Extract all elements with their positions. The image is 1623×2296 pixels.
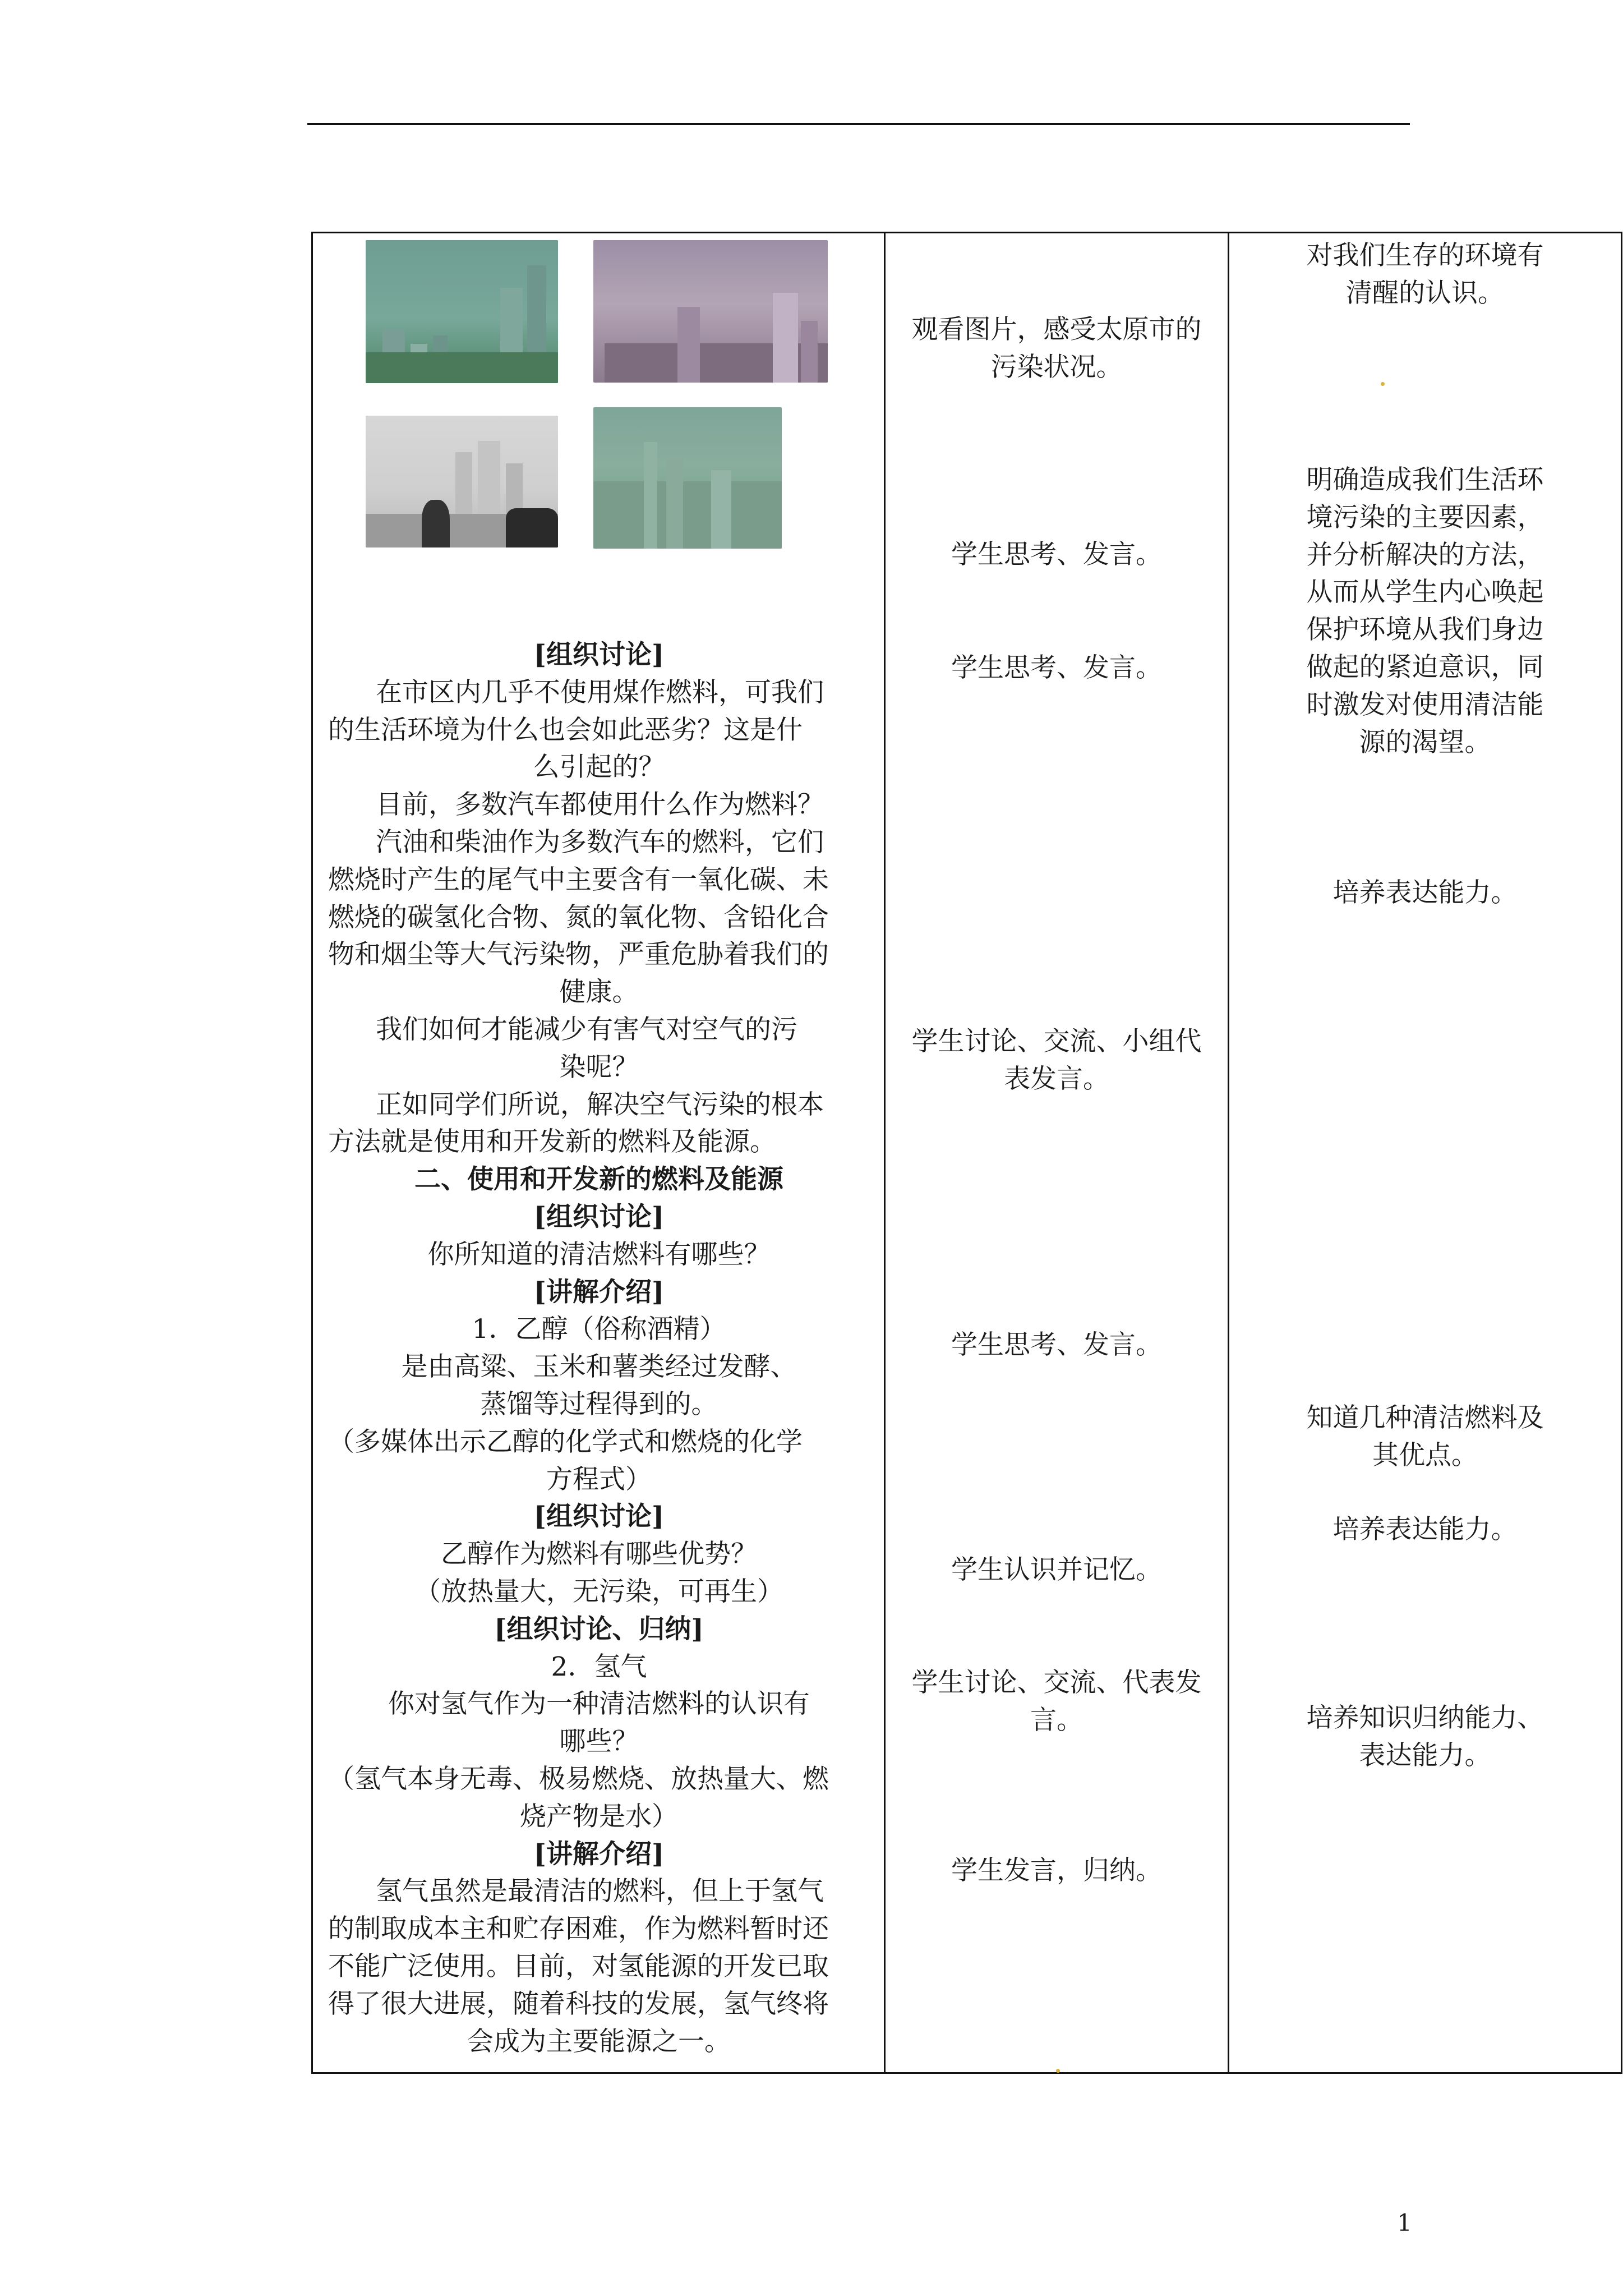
- column1-line: 2．氢气: [551, 1651, 647, 1682]
- column1-line: 你所知道的清洁燃料有哪些？: [427, 1239, 771, 1270]
- column3-line: 知道几种清洁燃料及: [1306, 1402, 1544, 1433]
- table-left-border: [311, 232, 313, 2074]
- column1-line: 我们如何才能减少有害气对空气的污: [376, 1014, 797, 1045]
- column3-line: 对我们生存的环境有: [1306, 240, 1544, 271]
- column-divider-1: [884, 232, 886, 2074]
- column3-line: 其优点。: [1372, 1439, 1478, 1471]
- table-right-border: [1621, 232, 1622, 2074]
- column1-line: 么引起的？: [533, 752, 665, 783]
- page-number: 1: [1397, 2209, 1412, 2237]
- column2-line: 学生讨论、交流、代表发: [911, 1667, 1202, 1698]
- column3-line: 表达能力。: [1359, 1740, 1491, 1771]
- column1-line: [讲解介绍]: [533, 1276, 665, 1308]
- column3-line: 清醒的认识。: [1346, 277, 1504, 309]
- column1-line: 正如同学们所说，解决空气污染的根本: [376, 1089, 824, 1120]
- column3-line: 时激发对使用清洁能: [1306, 689, 1544, 720]
- city-photo-4: [593, 407, 782, 549]
- decorative-dot: [1056, 2069, 1060, 2073]
- column3-line: 培养表达能力。: [1332, 1514, 1518, 1545]
- column2-line: 观看图片，感受太原市的: [911, 314, 1202, 345]
- header-rule: [307, 123, 1410, 125]
- column3-line: 明确造成我们生活环: [1306, 464, 1544, 495]
- column3-line: 培养表达能力。: [1332, 877, 1518, 908]
- column1-line: （氢气本身无毒、极易燃烧、放热量大、燃: [328, 1764, 829, 1795]
- column1-line: 氢气虽然是最清洁的燃料，但上于氢气: [376, 1876, 824, 1907]
- column1-line: 染呢？: [559, 1051, 639, 1083]
- column2-line: 学生认识并记忆。: [951, 1554, 1162, 1585]
- column3-line: 培养知识归纳能力、: [1306, 1703, 1544, 1733]
- column2-line: 学生思考、发言。: [951, 539, 1162, 570]
- column1-line: （放热量大，无污染，可再生）: [414, 1576, 783, 1607]
- column1-line: 物和烟尘等大气污染物，严重危胁着我们的: [328, 939, 829, 970]
- city-photo-3: [366, 416, 558, 547]
- column1-line: 在市区内几乎不使用煤作燃料，可我们: [376, 677, 824, 708]
- column3-line: 做起的紧迫意识，同: [1306, 652, 1544, 683]
- column2-line: 学生思考、发言。: [951, 1329, 1162, 1360]
- column2-line: 学生讨论、交流、小组代: [911, 1026, 1202, 1057]
- column2-line: 学生思考、发言。: [951, 652, 1162, 683]
- column1-line: 燃烧时产生的尾气中主要含有一氧化碳、未: [328, 864, 829, 895]
- column2-line: 污染状况。: [990, 351, 1123, 383]
- column1-line: 二、使用和开发新的燃料及能源: [414, 1164, 783, 1195]
- column1-line: 蒸馏等过程得到的。: [480, 1389, 718, 1420]
- column1-line: [组织讨论、归纳]: [494, 1613, 704, 1645]
- column1-line: 汽油和柴油作为多数汽车的燃料，它们: [376, 827, 824, 858]
- column1-line: 方程式）: [546, 1464, 652, 1495]
- column1-line: 的生活环境为什么也会如此恶劣？这是什: [328, 714, 803, 746]
- column1-line: 的制取成本主和贮存困难，作为燃料暂时还: [328, 1913, 829, 1945]
- column1-line: 方法就是使用和开发新的燃料及能源。: [328, 1126, 776, 1158]
- column3-line: 从而从学生内心唤起: [1306, 577, 1544, 608]
- column1-line: 你对氢气作为一种清洁燃料的认识有: [388, 1688, 810, 1720]
- column1-line: （多媒体出示乙醇的化学式和燃烧的化学: [328, 1426, 803, 1457]
- column1-line: 1．乙醇（俗称酒精）: [472, 1314, 726, 1345]
- column1-line: 乙醇作为燃料有哪些优势？: [441, 1539, 757, 1570]
- column1-line: [组织讨论]: [533, 1501, 665, 1533]
- column1-line: 烧产物是水）: [520, 1801, 678, 1832]
- column1-line: 燃烧的碳氢化合物、氮的氧化物、含铅化合: [328, 901, 829, 933]
- column1-line: 健康。: [559, 977, 639, 1008]
- column1-line: [讲解介绍]: [533, 1838, 665, 1870]
- column1-line: [组织讨论]: [533, 1202, 665, 1232]
- city-photo-2: [593, 240, 828, 383]
- column3-line: 境污染的主要因素，: [1306, 501, 1544, 533]
- column1-line: 目前，多数汽车都使用什么作为燃料？: [376, 789, 824, 821]
- column1-line: 不能广泛使用。目前，对氢能源的开发已取: [328, 1951, 829, 1982]
- column3-line: 并分析解决的方法，: [1306, 539, 1544, 570]
- column1-line: 是由高粱、玉米和薯类经过发酵、: [401, 1351, 797, 1383]
- column3-line: 保护环境从我们身边: [1306, 614, 1544, 646]
- column1-line: [组织讨论]: [533, 639, 665, 670]
- table-bottom-border: [311, 2072, 1622, 2074]
- table-top-border: [311, 232, 1622, 233]
- column3-line: 源的渴望。: [1359, 726, 1491, 758]
- column2-line: 表发言。: [1004, 1063, 1109, 1094]
- column1-line: 得了很大进展，随着科技的发展，氢气终将: [328, 1988, 829, 2019]
- column1-line: 会成为主要能源之一。: [467, 2026, 731, 2057]
- city-photo-1: [366, 240, 558, 383]
- column2-line: 言。: [1030, 1704, 1083, 1736]
- column1-line: 哪些？: [559, 1726, 639, 1757]
- decorative-dot: [1381, 382, 1385, 386]
- column2-line: 学生发言，归纳。: [951, 1855, 1162, 1886]
